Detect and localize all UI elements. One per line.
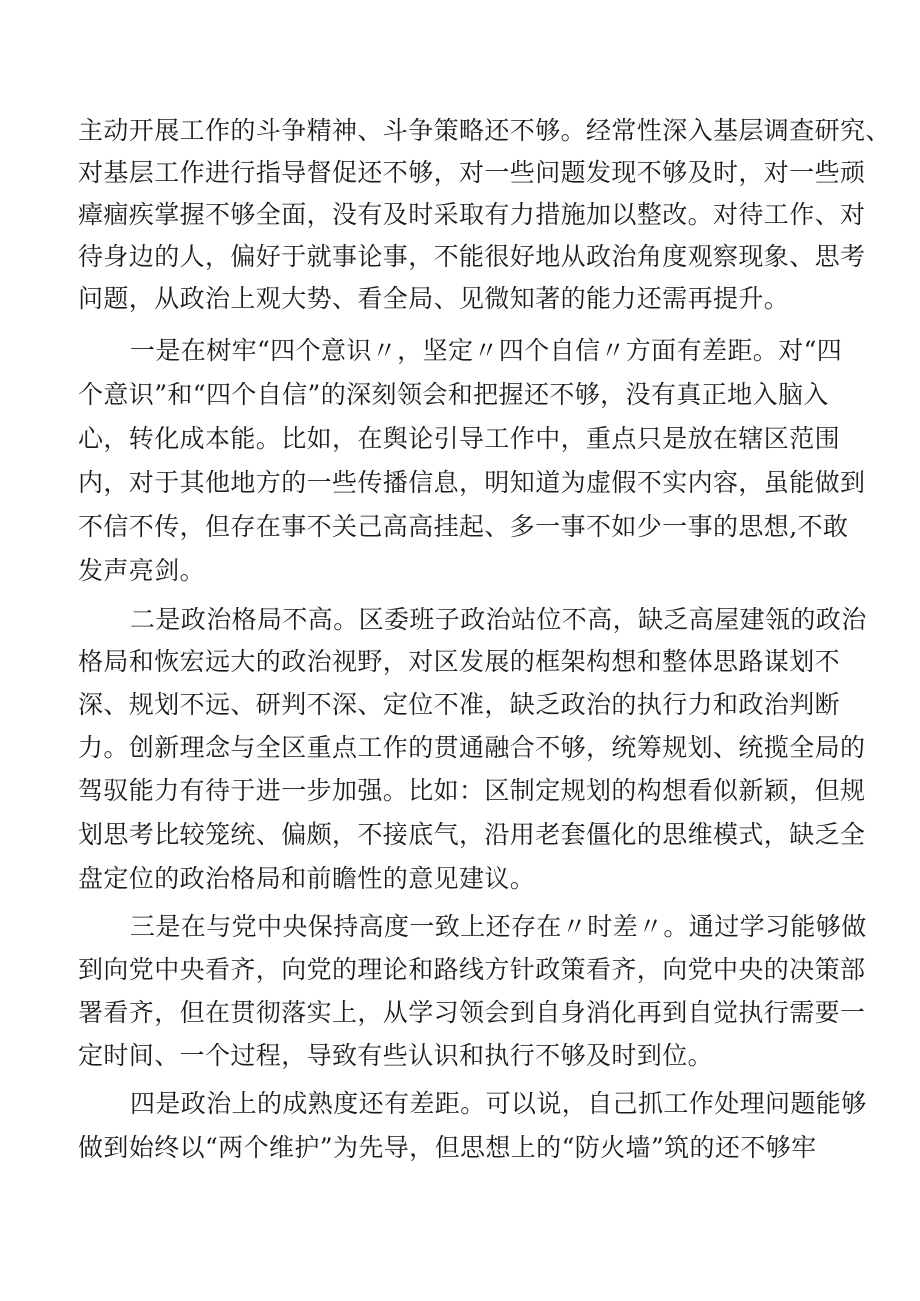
text-line: 发声亮剑。 <box>78 556 206 585</box>
text-line: 盘定位的政治格局和前瞻性的意见建议。 <box>78 864 536 893</box>
text-line: 主动开展工作的斗争精神、斗争策略还不够。经常性深入基层调查研究、 <box>78 116 891 145</box>
text-line: 内，对于其他地方的一些传播信息，明知道为虚假不实内容，虽能做到 <box>78 468 866 497</box>
text-line: 划思考比较笼统、偏颇，不接底气，沿用老套僵化的思维模式，缺乏全 <box>78 820 866 849</box>
text-line: 到向党中央看齐，向党的理论和路线方针政策看齐，向党中央的决策部 <box>78 955 866 984</box>
text-line: 驾驭能力有待于进一步加强。比如：区制定规划的构想看似新颖，但规 <box>78 776 866 805</box>
paragraph-4-first-line: 四是政治上的成熟度还有差距。可以说，自己抓工作处理问题能够 <box>130 1089 867 1118</box>
text-line: 心，转化成本能。比如，在舆论引导工作中，重点只是放在辖区范围 <box>78 424 841 453</box>
paragraph-1-first-line: 一是在树牢“四个意识〃，坚定〃四个自信〃方面有差距。对“四 <box>130 336 843 365</box>
text-line: 深、规划不远、研判不深、定位不准，缺乏政治的执行力和政治判断 <box>78 690 841 719</box>
text-line: 署看齐，但在贯彻落实上，从学习领会到自身消化再到自觉执行需要一 <box>78 998 866 1027</box>
text-line: 力。创新理念与全区重点工作的贯通融合不够，统筹规划、统揽全局的 <box>78 733 866 762</box>
paragraph-3-first-line: 三是在与党中央保持高度一致上还存在〃时差〃。通过学习能够做 <box>130 912 867 941</box>
text-line: 个意识”和“四个自信”的深刻领会和把握还不够，没有真正地入脑入 <box>78 380 829 409</box>
text-line: 瘴痼疾掌握不够全面，没有及时采取有力措施加以整改。对待工作、对 <box>78 200 866 229</box>
text-line: 对基层工作进行指导督促还不够，对一些问题发现不够及时，对一些顽 <box>78 158 866 187</box>
paragraph-2-first-line: 二是政治格局不高。区委班子政治站位不高，缺乏高屋建瓴的政治 <box>130 605 867 634</box>
text-line: 定时间、一个过程，导致有些认识和执行不够及时到位。 <box>78 1041 714 1070</box>
text-line: 待身边的人，偏好于就事论事，不能很好地从政治角度观察现象、思考 <box>78 242 866 271</box>
text-line: 不信不传，但存在事不关己高高挂起、多一事不如少一事的思想,不敢 <box>78 512 849 541</box>
text-line: 问题，从政治上观大势、看全局、见微知著的能力还需再提升。 <box>78 284 790 313</box>
text-line: 格局和恢宏远大的政治视野，对区发展的框架构想和整体思路谋划不 <box>78 647 841 676</box>
text-line: 做到始终以“两个维护”为先导，但思想上的“防火墙”筑的还不够牢 <box>78 1133 817 1162</box>
